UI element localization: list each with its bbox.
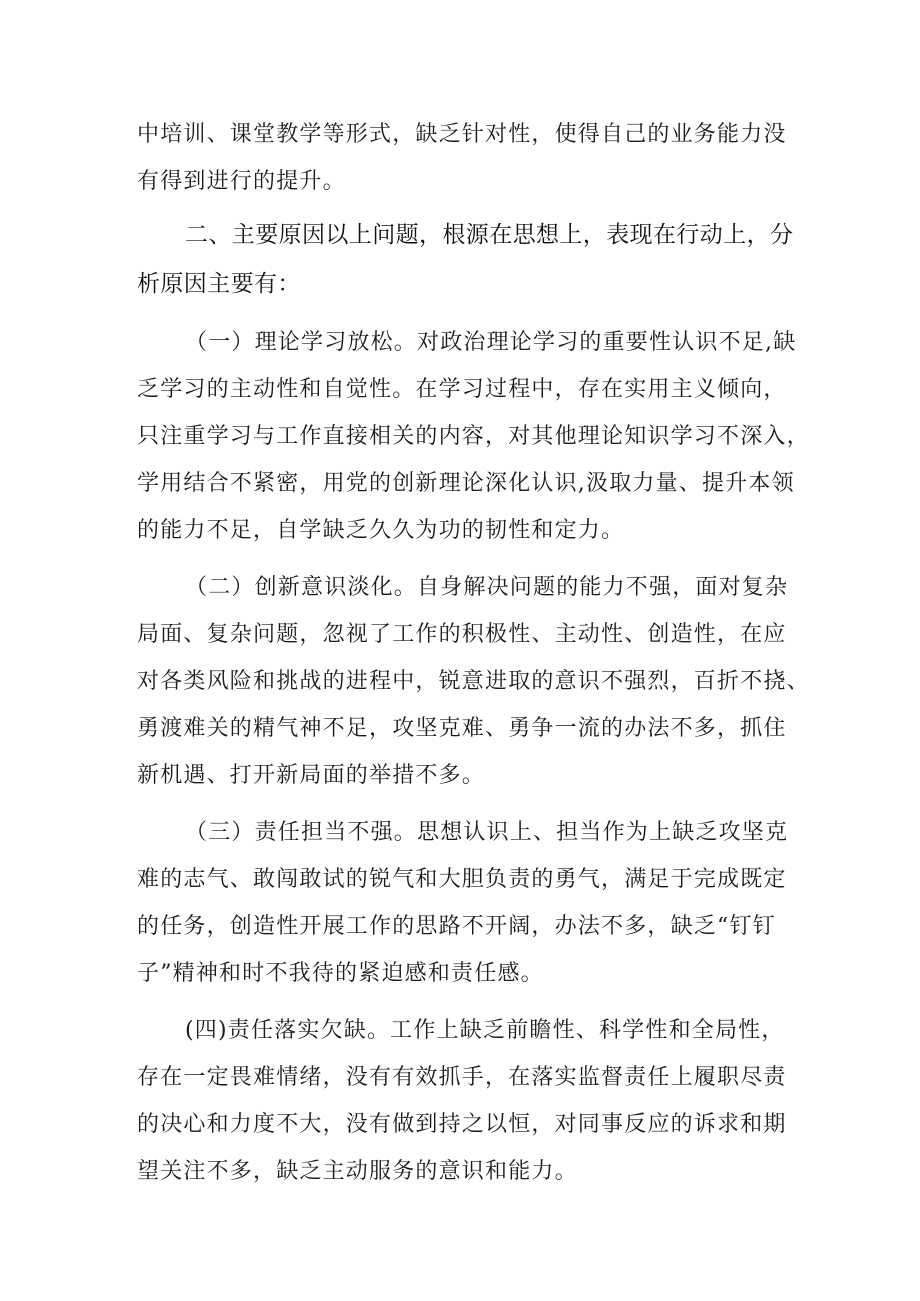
- text-line: 难的志气、敢闯敢试的锐气和大胆负责的勇气，满足于完成既定: [137, 867, 787, 892]
- paragraph-implementation: [137, 1007, 792, 1195]
- document-body: [137, 111, 810, 1195]
- text-line: 望关注不多，缺乏主动服务的意识和能力。: [137, 1159, 578, 1184]
- text-line: 存在一定畏难情绪，没有有效抓手，在落实监督责任上履职尽责: [137, 1065, 787, 1090]
- intro-paragraph: [137, 111, 792, 205]
- text-line: (四)责任落实欠缺。工作上缺乏前瞻性、科学性和全局性，: [185, 1018, 785, 1043]
- heading-line: 二、主要原因以上问题，根源在思想上，表现在行动上，分: [185, 222, 794, 248]
- text-line: 乏学习的主动性和自觉性。在学习过程中，存在实用主义倾向，: [137, 377, 787, 402]
- section-heading: [137, 211, 792, 309]
- text-line: 的决心和力度不大，没有做到持之以恒，对同事反应的诉求和期: [137, 1112, 787, 1137]
- paragraph-theory-study: [137, 319, 810, 554]
- text-line: （二）创新意识淡化。自身解决问题的能力不强，面对复杂: [185, 575, 789, 600]
- paragraph-responsibility: [137, 809, 792, 997]
- text-line: 局面、复杂问题，忽视了工作的积极性、主动性、创造性，在应: [137, 622, 787, 647]
- text-line: 中培训、课堂教学等形式，缺乏针对性，使得自己的业务能力没: [137, 122, 787, 147]
- text-line: 学用结合不紧密，用党的创新理论深化认识,汲取力量、提升本领: [137, 471, 795, 496]
- text-line: 只注重学习与工作直接相关的内容，对其他理论知识学习不深入，: [137, 424, 810, 449]
- text-line: （一）理论学习放松。对政治理论学习的重要性认识不足,缺: [185, 330, 797, 355]
- paragraph-innovation: [137, 564, 810, 799]
- text-line: 的任务，创造性开展工作的思路不开阔，办法不多，缺乏“钉钉: [137, 914, 776, 939]
- text-line: 的能力不足，自学缺乏久久为功的韧性和定力。: [137, 518, 625, 543]
- heading-line: 析原因主要有：: [137, 271, 301, 297]
- text-line: 有得到进行的提升。: [137, 169, 346, 194]
- text-line: 勇渡难关的精气神不足，攻坚克难、勇争一流的办法不多，抓住: [137, 716, 787, 741]
- text-line: 对各类风险和挑战的进程中，锐意进取的意识不强烈，百折不挠、: [137, 669, 810, 694]
- text-line: 子”精神和时不我待的紧迫感和责任感。: [137, 961, 544, 986]
- text-line: （三）责任担当不强。思想认识上、担当作为上缺乏攻坚克: [185, 820, 789, 845]
- text-line: 新机遇、打开新局面的举措不多。: [137, 763, 486, 788]
